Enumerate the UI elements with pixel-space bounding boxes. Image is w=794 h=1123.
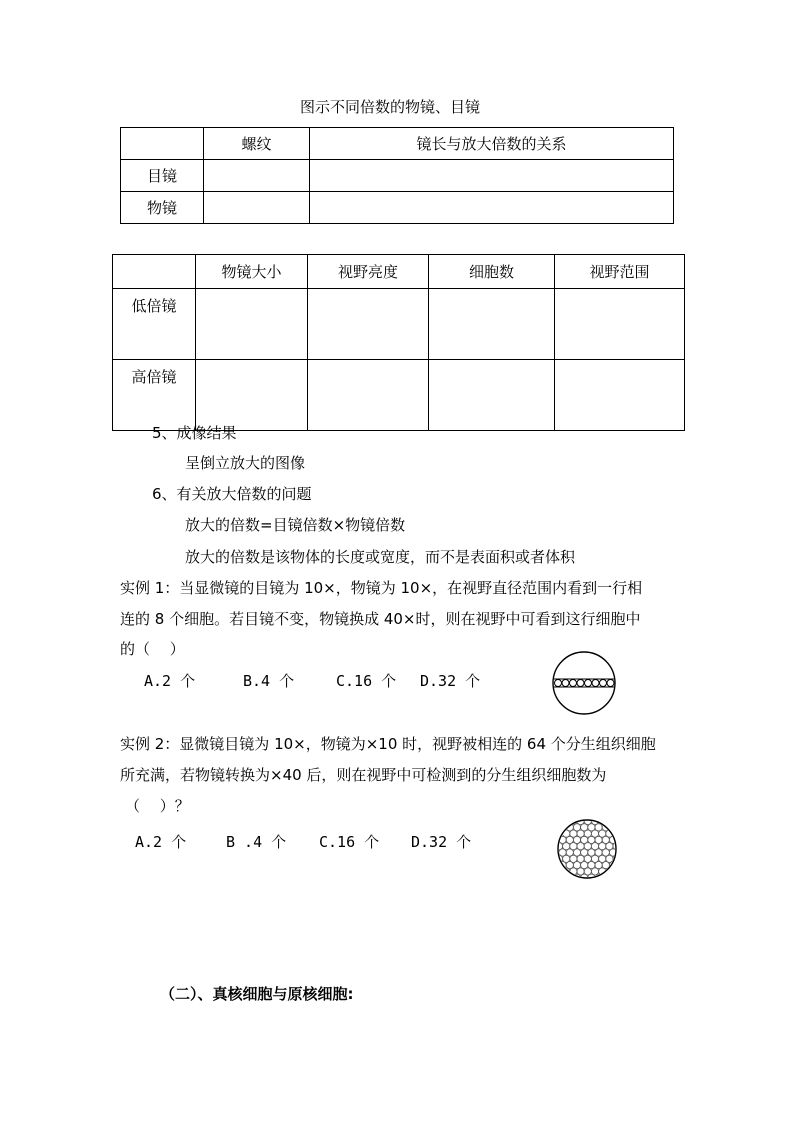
cell-circle bbox=[559, 874, 566, 880]
section-heading-eukaryote-prokaryote: （二）、真核细胞与原核细胞: bbox=[160, 985, 354, 1003]
table-row bbox=[113, 360, 685, 431]
table-cell bbox=[308, 360, 429, 431]
table-cell bbox=[196, 289, 308, 360]
table-header: 视野范围 bbox=[555, 255, 685, 289]
cell-circle bbox=[613, 868, 618, 875]
table-cell bbox=[555, 289, 685, 360]
table-cell bbox=[204, 160, 310, 192]
example1-option-a: A.2 个 bbox=[144, 672, 196, 690]
table-cell bbox=[113, 255, 196, 289]
section-6-title: 6、有关放大倍数的问题 bbox=[152, 485, 312, 503]
table-eyepiece-objective bbox=[120, 127, 674, 224]
table-cell bbox=[204, 192, 310, 224]
example2-line3: （ ）？ bbox=[125, 797, 190, 815]
cell-circle bbox=[613, 818, 618, 825]
example2-option-a: A.2 个 bbox=[135, 833, 187, 851]
table-row bbox=[113, 289, 685, 360]
table-cell bbox=[196, 360, 308, 431]
cell-circle bbox=[606, 818, 613, 825]
table-header: 镜长与放大倍数的关系 bbox=[310, 128, 674, 160]
field-of-view-filled-cells-figure bbox=[556, 818, 618, 880]
formula-line: 放大的倍数=目镜倍数×物镜倍数 bbox=[185, 516, 406, 534]
example2-option-d: D.32 个 bbox=[411, 833, 472, 851]
table-header: 螺纹 bbox=[204, 128, 310, 160]
cell-circle bbox=[602, 874, 609, 880]
example1-option-b: B.4 个 bbox=[243, 672, 295, 690]
table-cell bbox=[429, 360, 555, 431]
cell-circle bbox=[606, 868, 613, 875]
table-cell bbox=[121, 128, 204, 160]
table-cell bbox=[308, 289, 429, 360]
example1-option-c: C.16 个 bbox=[336, 672, 397, 690]
table-cell bbox=[429, 289, 555, 360]
table-row bbox=[121, 128, 674, 160]
table-row bbox=[121, 192, 674, 224]
table-header: 细胞数 bbox=[429, 255, 555, 289]
example2-line1: 实例 2：显微镜目镜为 10×，物镜为×10 时，视野被相连的 64 个分生组织细胞 bbox=[120, 735, 656, 753]
example1-line2: 连的 8 个细胞。若目镜不变，物镜换成 40×时，则在视野中可看到这行细胞中 bbox=[120, 610, 641, 628]
table-row bbox=[113, 255, 685, 289]
example2-option-c: C.16 个 bbox=[319, 833, 380, 851]
table-cell bbox=[310, 192, 674, 224]
table-magnification-comparison bbox=[112, 254, 685, 431]
cell-circle bbox=[563, 818, 570, 825]
example1-line3: 的（ ） bbox=[120, 640, 185, 658]
section-5-text: 呈倒立放大的图像 bbox=[185, 454, 306, 472]
example2-line2: 所充满，若物镜转换为×40 后，则在视野中可检测到的分生组织细胞数为 bbox=[120, 766, 607, 784]
table-header: 物镜大小 bbox=[196, 255, 308, 289]
cell-circle bbox=[566, 874, 573, 880]
table-row bbox=[121, 160, 674, 192]
row-label: 目镜 bbox=[121, 160, 204, 192]
cell-circle bbox=[556, 868, 563, 875]
table-cell bbox=[555, 360, 685, 431]
table-cell bbox=[310, 160, 674, 192]
table1-caption: 图示不同倍数的物镜、目镜 bbox=[300, 98, 481, 116]
row-label: 物镜 bbox=[121, 192, 204, 224]
field-of-view-row-cells-figure bbox=[551, 650, 617, 716]
row-label: 低倍镜 bbox=[113, 289, 196, 360]
cell-circle bbox=[556, 818, 563, 825]
note-line: 放大的倍数是该物体的长度或宽度，而不是表面积或者体积 bbox=[185, 548, 576, 566]
example2-option-b: B .4 个 bbox=[226, 833, 287, 851]
example1-line1: 实例 1：当显微镜的目镜为 10×，物镜为 10×，在视野直径范围内看到一行相 bbox=[120, 579, 643, 597]
section-5-title: 5、成像结果 bbox=[152, 424, 237, 442]
table-header: 视野亮度 bbox=[308, 255, 429, 289]
cell-circle bbox=[609, 824, 616, 831]
example1-option-d: D.32 个 bbox=[420, 672, 481, 690]
row-label: 高倍镜 bbox=[113, 360, 196, 431]
cell-circle bbox=[609, 874, 616, 880]
